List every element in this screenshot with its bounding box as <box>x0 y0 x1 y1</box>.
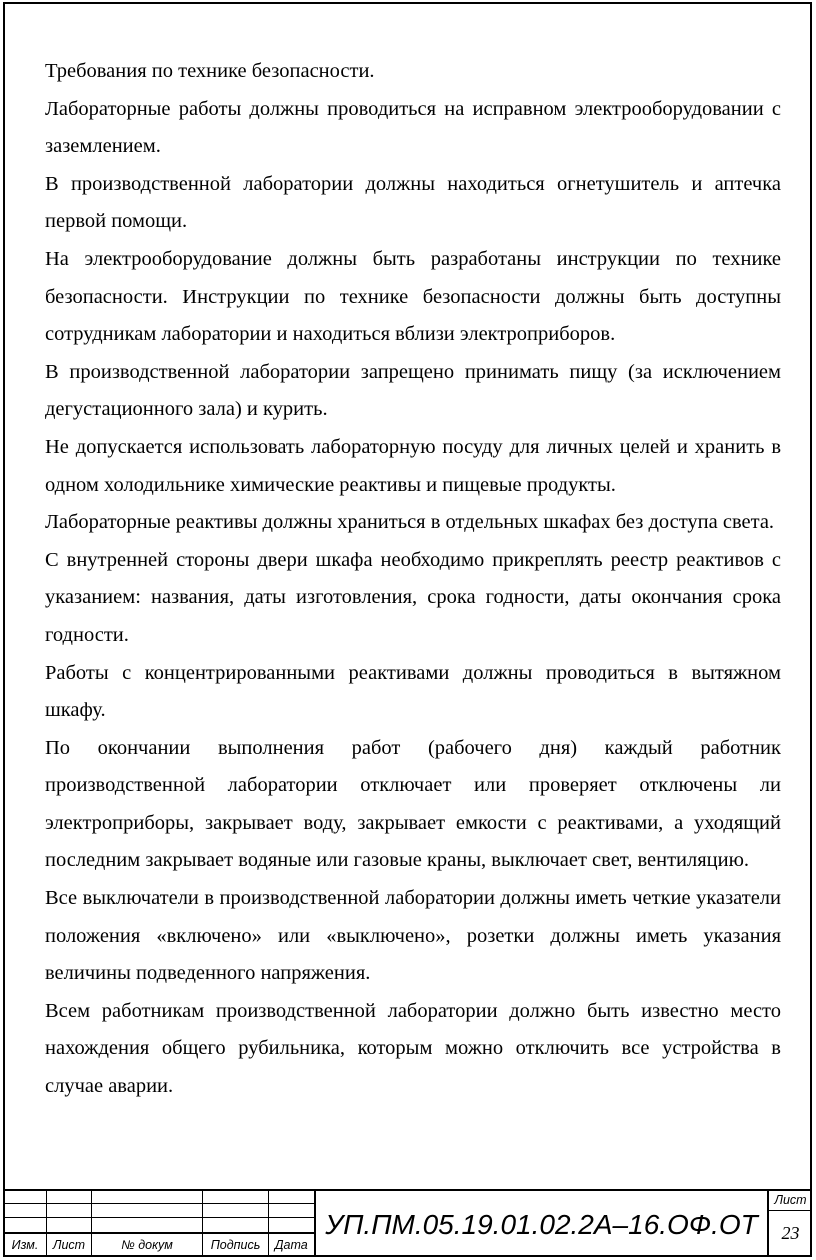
rev-cell <box>269 1204 315 1218</box>
label-document-number: № докум <box>92 1233 203 1257</box>
rev-cell <box>269 1218 315 1233</box>
paragraph-4: На электрооборудование должны быть разработаны инструкции по технике безопасности. Инструкции по технике безопасности должны быть доступны сотрудникам лаборатории и находиться вблизи электроприборов. <box>45 247 781 346</box>
rev-cell <box>4 1190 47 1204</box>
paragraph-6: Не допускается использовать лабораторную посуду для личных целей и хранить в одном холодильнике химические реактивы и пищевые продукты. <box>45 435 781 496</box>
sheet-number: 23 <box>781 1223 800 1243</box>
paragraph-12: Всем работникам производственной лаборатории должно быть известно место нахождения общего рубильника, которым можно отключить все устройства в случае аварии. <box>45 999 781 1098</box>
rev-cell <box>4 1218 47 1233</box>
paragraph-3: В производственной лаборатории должны находиться огнетушитель и аптечка первой помощи. <box>45 172 781 233</box>
label-sheet: Лист <box>47 1233 92 1257</box>
rev-cell <box>92 1218 203 1233</box>
paragraph-8: С внутренней стороны двери шкафа необходимо прикреплять реестр реактивов с указанием: названия, даты изготовления, срока годности, даты окончания срока годности. <box>45 548 781 646</box>
sheet-number-cell <box>769 1189 812 1257</box>
title-block <box>3 1189 812 1257</box>
paragraph-10: По окончании выполнения работ (рабочего дня) каждый работник производственной лаборатории отключает или проверяет отключены ли электроприборы, закрывает воду, закрывает емкости с реактивами, а уходящий последним закрывает водяные или газовые краны, выключает свет, вентиляцию. <box>45 736 781 872</box>
revision-table <box>3 1189 316 1257</box>
label-date: Дата <box>269 1233 315 1257</box>
paragraph-2: Лабораторные работы должны проводиться на исправном электрооборудовании с заземлением. <box>45 97 781 158</box>
rev-cell <box>203 1190 269 1204</box>
rev-cell <box>47 1218 92 1233</box>
rev-cell <box>92 1190 203 1204</box>
rev-cell <box>203 1204 269 1218</box>
paragraph-9: Работы с концентрированными реактивами должны проводиться в вытяжном шкафу. <box>45 661 781 722</box>
rev-cell <box>4 1204 47 1218</box>
paragraph-1: Требования по технике безопасности. <box>45 60 375 82</box>
paragraph-11: Все выключатели в производственной лаборатории должны иметь четкие указатели положения «включено» или «выключено», розетки должны иметь указания величины подведенного напряжения. <box>45 887 781 985</box>
document-code: УП.ПМ.05.19.01.02.2А–16.ОФ.ОТ <box>314 1189 769 1257</box>
sheet-label: Лист <box>769 1191 812 1211</box>
label-change: Изм. <box>4 1233 47 1257</box>
document-body <box>45 53 781 1106</box>
paragraph-5: В производственной лаборатории запрещено принимать пищу (за исключением дегустационного зала) и курить. <box>45 360 781 421</box>
rev-cell <box>47 1190 92 1204</box>
rev-cell <box>47 1204 92 1218</box>
paragraph-7: Лабораторные реактивы должны храниться в отдельных шкафах без доступа света. <box>45 511 775 534</box>
rev-cell <box>92 1204 203 1218</box>
rev-cell <box>269 1190 315 1204</box>
rev-cell <box>203 1218 269 1233</box>
label-signature: Подпись <box>203 1233 269 1257</box>
